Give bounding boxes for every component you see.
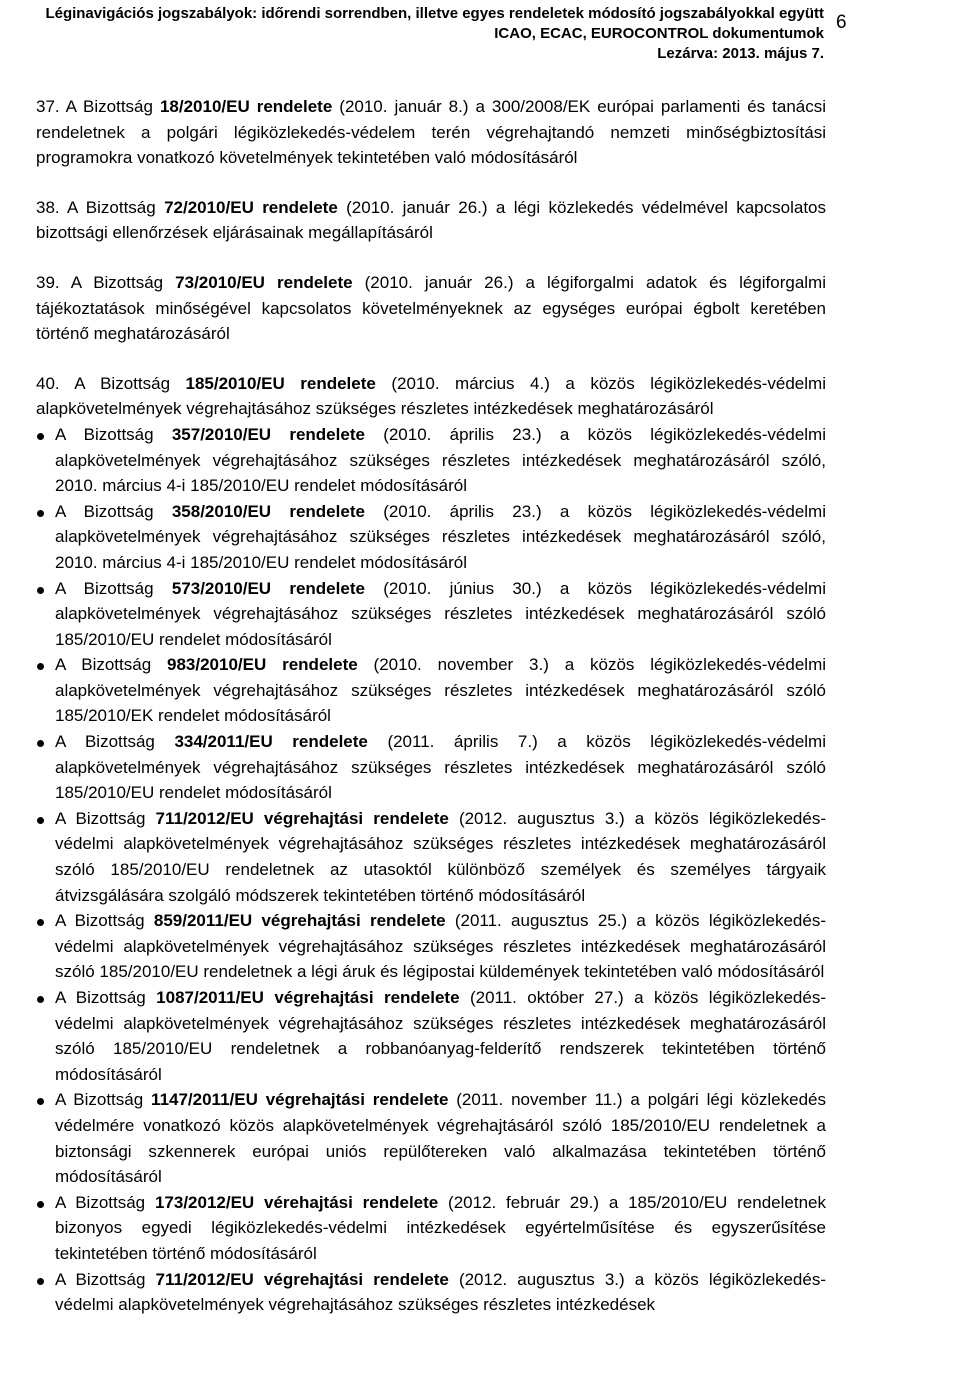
amendment-list (55, 422, 826, 1318)
bullet-icon (37, 817, 44, 824)
bullet-icon (37, 1201, 44, 1208)
regulation-id: 1147/2011/EU végrehajtási rendelete (151, 1090, 449, 1110)
regulation-id: 1087/2011/EU végrehajtási rendelete (156, 988, 460, 1007)
bullet-icon (37, 740, 44, 747)
page-header (34, 4, 824, 64)
amendment-item: A Bizottság 711/2012/EU végrehajtási rendelete (2012. augusztus 3.) a közös légiközlekedés-védelmi alapkövetelmények végrehajtásához szükséges részletes intézkedések meghatározásáról szóló 185/2010/EU rendeletnek az utasoktól különböző személyek és személyes tárgyaik átvizsgálására szolgáló módszerek tekintetében történő módosításáról (55, 806, 826, 908)
regulation-id: 859/2011/EU végrehajtási rendelete (153, 911, 446, 931)
regulation-id: 711/2012/EU végrehajtási rendelete (155, 1269, 449, 1289)
header-date: Lezárva: 2013. május 7. (657, 45, 824, 62)
amendment-item: A Bizottság 1087/2011/EU végrehajtási rendelete (2011. október 27.) a közös légiközlekedés-védelmi alapkövetelmények végrehajtásához szükséges részletes intézkedések meghatározásáról szóló 185/2010/EU rendeletnek a robbanóanyag-felderítő rendszerek tekintetében történő módosításáról (55, 985, 826, 1087)
amendment-item: A Bizottság 983/2010/EU rendelete (2010. november 3.) a közös légiközlekedés-védelmi alapkövetelmények végrehajtásához szükséges részletes intézkedések meghatározásáról szóló 185/2010/EK rendelet módosításáról (55, 652, 826, 729)
amendment-item: A Bizottság 859/2011/EU végrehajtási rendelete (2011. augusztus 25.) a közös légiközlekedés-védelmi alapkövetelmények végrehajtásához szükséges részletes intézkedések meghatározásáról szóló 185/2010/EU rendeletnek a légi áruk és légipostai küldemények tekintetében való módosításáról (55, 908, 826, 985)
bullet-icon (37, 1278, 44, 1285)
entry-38: 38. A Bizottság 72/2010/EU rendelete (2010. január 26.) a légi közlekedés védelmével kapcsolatos bizottsági ellenőrzések eljárásainak megállapításáról (36, 197, 826, 243)
bullet-icon (37, 433, 44, 440)
regulation-id: 18/2010/EU rendelete (159, 97, 333, 116)
header-subtitle: ICAO, ECAC, EUROCONTROL dokumentumok (494, 25, 824, 42)
entry-number: 38. (36, 197, 60, 217)
regulation-list (36, 94, 826, 1318)
regulation-id: 73/2010/EU rendelete (175, 272, 353, 292)
regulation-id: 173/2012/EU vérehajtási rendelete (154, 1192, 439, 1212)
entry-37: 37. A Bizottság 18/2010/EU rendelete (2010. január 8.) a 300/2008/EK európai parlamenti és tanácsi rendeletnek a polgári légiközlekedés-védelem terén végrehajtandó nemzeti minőségbiztosítási programokra vonatkozó követelmények tekintetében való módosításáról (36, 97, 827, 168)
entry-number: 37. (36, 97, 60, 116)
regulation-id: 185/2010/EU rendelete (185, 373, 376, 393)
regulation-id: 334/2011/EU rendelete (174, 732, 368, 752)
regulation-id: 711/2012/EU végrehajtási rendelete (155, 808, 449, 828)
amendment-item: A Bizottság 1147/2011/EU végrehajtási rendelete (2011. november 11.) a polgári légi közlekedés védelmére vonatkozó közös alapkövetelmények végrehajtásáról szóló 185/2010/EU rendeletnek a biztonsági szkennerek európai uniós repülőtereken való alkalmazása tekintetében történő módosításáról (55, 1087, 826, 1189)
regulation-id: 357/2010/EU rendelete (171, 424, 365, 444)
regulation-id: 573/2010/EU rendelete (171, 578, 365, 598)
entry-39: 39. A Bizottság 73/2010/EU rendelete (2010. január 26.) a légiforgalmi adatok és légiforgalmi tájékoztatások minőségével kapcsolatos követelményeknek az egységes európai égbolt keretében történő meghatározásáról (36, 272, 826, 344)
entry-number: 40. (36, 373, 60, 393)
bullet-icon (37, 587, 44, 594)
bullet-icon (37, 1098, 44, 1105)
amendment-item: A Bizottság 711/2012/EU végrehajtási rendelete (2012. augusztus 3.) a közös légiközlekedés-védelmi alapkövetelmények végrehajtásához szükséges részletes intézkedések (55, 1267, 826, 1318)
amendment-item: A Bizottság 573/2010/EU rendelete (2010. június 30.) a közös légiközlekedés-védelmi alapkövetelmények végrehajtásához szükséges részletes intézkedések meghatározásáról szóló 185/2010/EU rendelet módosításáról (55, 576, 826, 653)
page-number: 6 (836, 12, 847, 33)
amendment-item: A Bizottság 173/2012/EU vérehajtási rendelete (2012. február 29.) a 185/2010/EU rendeletnek bizonyos egyedi légiközlekedés-védelmi intézkedések egyértelműsítése és egyszerűsítése tekintetében történő módosításáról (55, 1190, 826, 1267)
regulation-id: 358/2010/EU rendelete (171, 501, 365, 521)
regulation-id: 983/2010/EU rendelete (167, 655, 358, 675)
amendment-item: A Bizottság 358/2010/EU rendelete (2010. április 23.) a közös légiközlekedés-védelmi alapkövetelmények végrehajtásához szükséges részletes intézkedések meghatározásáról szóló, 2010. március 4-i 185/2010/EU rendelet módosításáról (55, 499, 826, 576)
bullet-icon (37, 996, 44, 1003)
bullet-icon (37, 510, 44, 517)
amendment-item: A Bizottság 357/2010/EU rendelete (2010. április 23.) a közös légiközlekedés-védelmi alapkövetelmények végrehajtásához szükséges részletes intézkedések meghatározásáról szóló, 2010. március 4-i 185/2010/EU rendelet módosításáról (55, 422, 826, 499)
header-title: Léginavigációs jogszabályok: időrendi sorrendben, illetve egyes rendeletek módosító jogszabályokkal együtt (45, 5, 824, 22)
entry-number: 39. (36, 272, 60, 292)
regulation-id: 72/2010/EU rendelete (164, 197, 338, 217)
amendment-item: A Bizottság 334/2011/EU rendelete (2011. április 7.) a közös légiközlekedés-védelmi alapkövetelmények végrehajtásához szükséges részletes intézkedések meghatározásáról szóló 185/2010/EU rendelet módosításáról (55, 729, 826, 806)
bullet-icon (37, 919, 44, 926)
bullet-icon (37, 663, 44, 670)
entry-40: 40. A Bizottság 185/2010/EU rendelete (2010. március 4.) a közös légiközlekedés-védelmi alapkövetelmények végrehajtásához szükséges részletes intézkedések meghatározásáról (36, 373, 826, 419)
